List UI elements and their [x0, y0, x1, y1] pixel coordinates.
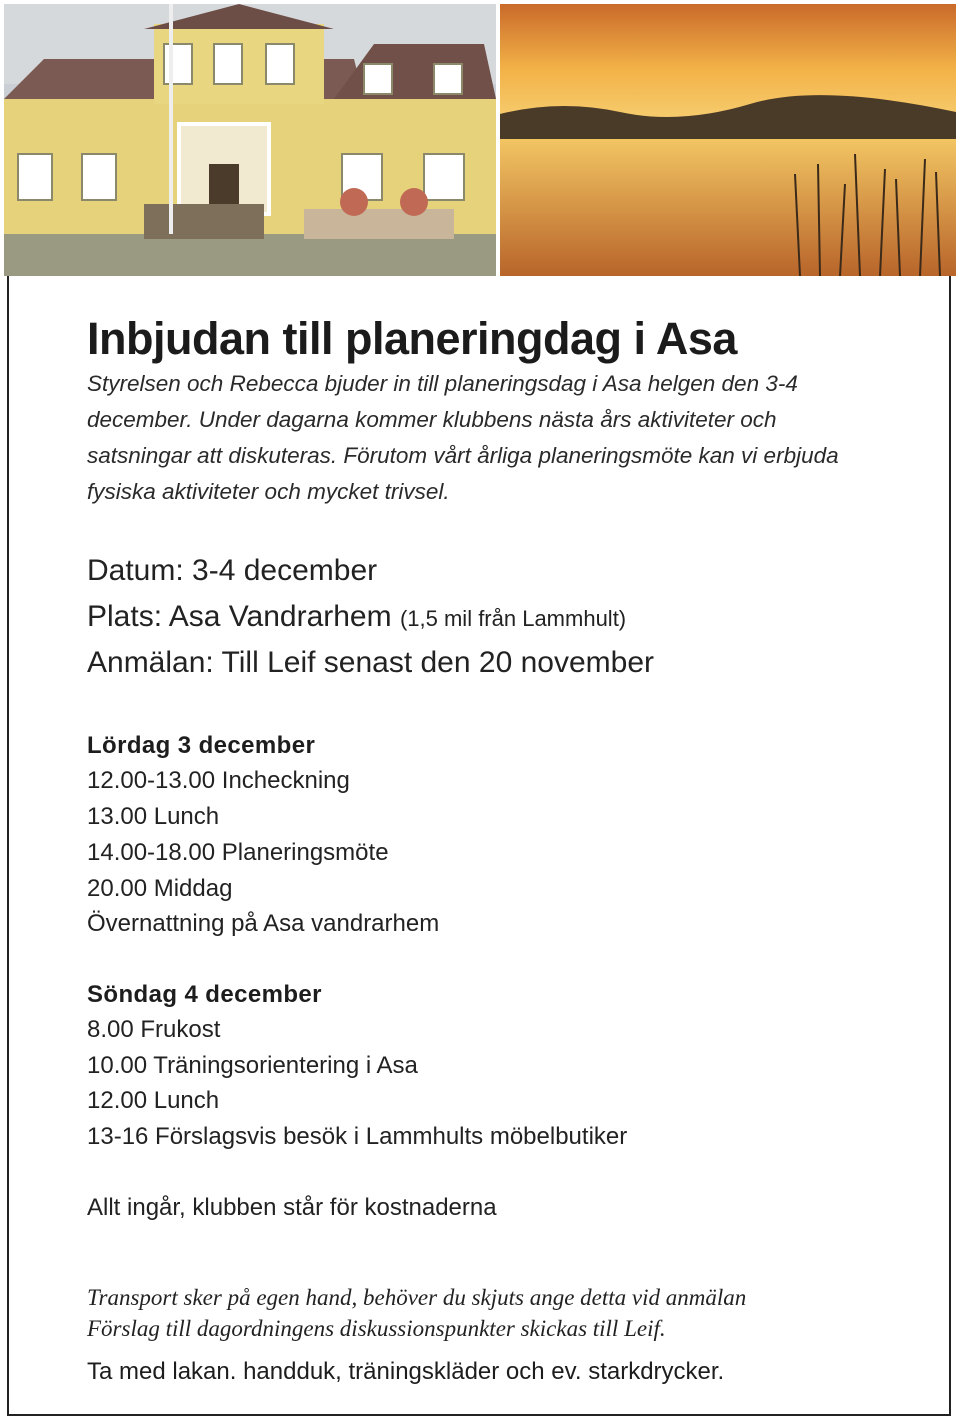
schedule-item: 12.00 Lunch [87, 1087, 220, 1114]
transport-note: Transport sker på egen hand, behöver du skjuts ange detta vid anmälan [87, 1285, 747, 1310]
info-plats-label: Plats: Asa Vandrarhem [87, 600, 392, 633]
schedule-item: 14.00-18.00 Planeringsmöte [87, 839, 389, 866]
schedule-item: 8.00 Frukost [87, 1016, 221, 1043]
info-anmalan: Anmälan: Till Leif senast den 20 november [87, 646, 654, 679]
schedule-item: 10.00 Träningsorientering i Asa [87, 1052, 418, 1079]
packing-note: Ta med lakan. handduk, träningskläder och ev. starkdrycker. [87, 1358, 725, 1385]
page-title: Inbjudan till planeringdag i Asa [87, 313, 737, 364]
intro-paragraph: Styrelsen och Rebecca bjuder in till planeringsdag i Asa helgen den 3-4 december. Under dagarna kommer klubbens nästa års aktiviteter och satsningar att diskuteras. Förutom vårt årliga planeringsmöte kan vi erbjuda fysiska aktiviteter och mycket trivsel. [87, 371, 839, 504]
info-plats-note: (1,5 mil från Lammhult) [399, 606, 627, 631]
schedule-item: 13.00 Lunch [87, 803, 220, 830]
saturday-heading: Lördag 3 december [87, 732, 316, 759]
schedule-item: Övernattning på Asa vandrarhem [87, 910, 440, 937]
schedule-item: 13-16 Förslagsvis besök i Lammhults möbelbutiker [87, 1123, 628, 1150]
invitation-frame [7, 276, 951, 1416]
schedule-item: 12.00-13.00 Incheckning [87, 767, 350, 794]
hostel-photo [4, 4, 496, 276]
agenda-note: Förslag till dagordningens diskussionspunkter skickas till Leif. [87, 1316, 666, 1341]
schedule-item: 20.00 Middag [87, 875, 233, 902]
lake-sunset-photo [500, 4, 956, 276]
info-datum: Datum: 3-4 december [87, 554, 378, 587]
cost-note: Allt ingår, klubben står för kostnaderna [87, 1194, 497, 1221]
info-plats [87, 600, 626, 634]
sunday-heading: Söndag 4 december [87, 981, 322, 1008]
